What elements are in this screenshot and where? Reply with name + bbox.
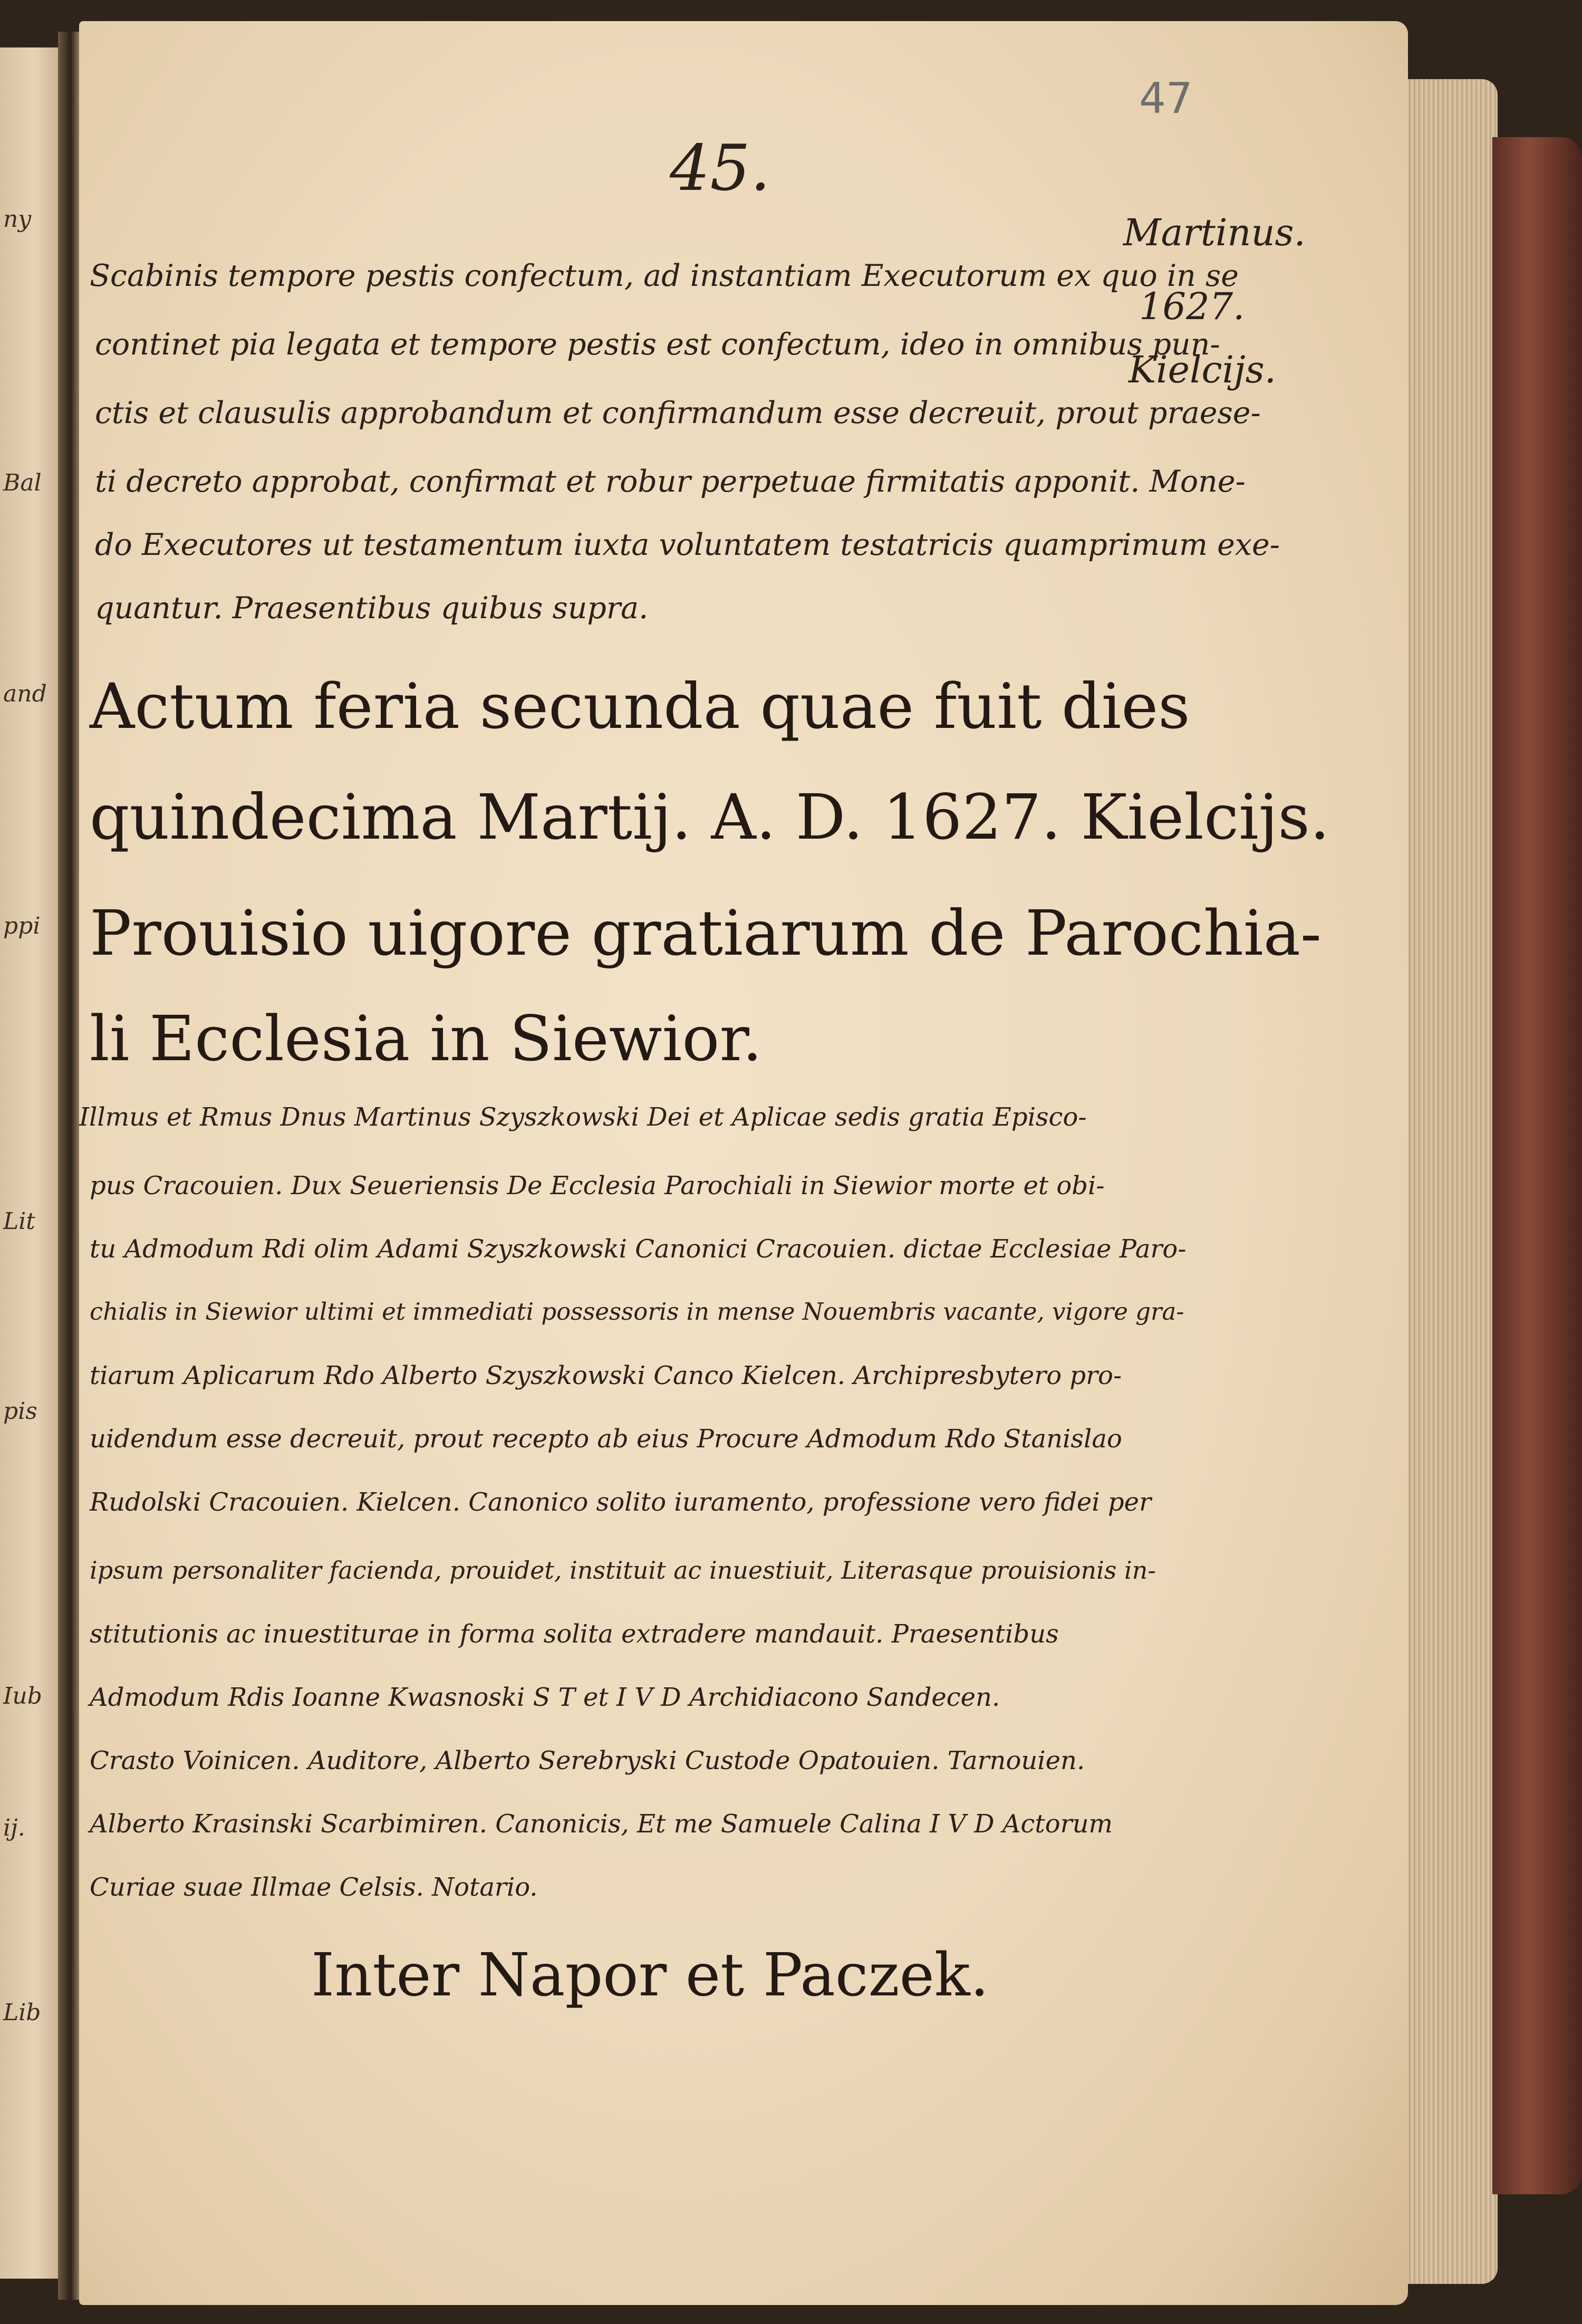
facing-page-fragment: Iub <box>3 1683 42 1710</box>
heading-line: quindecima Martij. A. D. 1627. Kielcijs. <box>90 781 1330 853</box>
book-gutter <box>58 32 79 2300</box>
book-cover <box>1492 137 1582 2194</box>
text-line: stitutionis ac inuestiturae in forma solita extradere mandauit. Praesentibus <box>90 1619 1059 1649</box>
margin-note-line: Martinus. <box>1123 211 1306 254</box>
facing-page-edge <box>0 47 58 2279</box>
facing-page-fragment: Lib <box>3 1999 41 2026</box>
text-line: ti decreto approbat, confirmat et robur perpetuae firmitatis apponit. Mone- <box>95 464 1246 499</box>
margin-note-line: 1627. <box>1139 285 1245 328</box>
heading-line: Actum feria secunda quae fuit dies <box>90 670 1190 743</box>
text-line: chialis in Siewior ultimi et immediati possessoris in mense Nouembris vacante, vigore gra- <box>90 1298 1184 1326</box>
text-line: Admodum Rdis Ioanne Kwasnoski S T et I V D Archidiacono Sandecen. <box>90 1683 1000 1712</box>
text-line: Curiae suae Illmae Celsis. Notario. <box>90 1872 538 1902</box>
page-edges <box>1392 79 1498 2284</box>
text-line: pus Cracouien. Dux Seueriensis De Ecclesia Parochiali in Siewior morte et obi- <box>90 1171 1105 1201</box>
facing-page-fragment: ij. <box>3 1814 25 1841</box>
text-line: Crasto Voinicen. Auditore, Alberto Serebryski Custode Opatouien. Tarnouien. <box>90 1746 1085 1775</box>
folio-number: 47 <box>1139 74 1193 123</box>
text-line: ipsum personaliter facienda, prouidet, instituit ac inuestiuit, Literasque prouisionis in- <box>90 1556 1156 1584</box>
heading-inter: Inter Napor et Paczek. <box>311 1941 989 2010</box>
text-line: tiarum Aplicarum Rdo Alberto Szyszkowski Canco Kielcen. Archipresbytero pro- <box>90 1361 1122 1390</box>
text-line: Scabinis tempore pestis confectum, ad instantiam Executorum ex quo in se <box>90 258 1239 293</box>
text-line: tu Admodum Rdi olim Adami Szyszkowski Canonici Cracouien. dictae Ecclesiae Paro- <box>90 1234 1186 1264</box>
facing-page-fragment: Bal <box>3 469 42 496</box>
text-line: uidendum esse decreuit, prout recepto ab eius Procure Admodum Rdo Stanislao <box>90 1424 1122 1454</box>
text-line: quantur. Praesentibus quibus supra. <box>95 591 649 626</box>
text-line: ctis et clausulis approbandum et confirmandum esse decreuit, prout praese- <box>95 396 1261 430</box>
text-line: Rudolski Cracouien. Kielcen. Canonico solito iuramento, professione vero fidei per <box>90 1487 1152 1517</box>
text-line: Illmus et Rmus Dnus Martinus Szyszkowski Dei et Aplicae sedis gratia Episco- <box>79 1102 1087 1132</box>
text-line: continet pia legata et tempore pestis est confectum, ideo in omnibus pun- <box>95 327 1220 362</box>
heading-line: li Ecclesia in Siewior. <box>90 1002 763 1075</box>
margin-note-line: Kielcijs. <box>1128 348 1276 391</box>
page-number: 45. <box>670 132 770 205</box>
text-line: Alberto Krasinski Scarbimiren. Canonicis, Et me Samuele Calina I V D Actorum <box>90 1809 1113 1839</box>
facing-page-fragment: pis <box>3 1398 37 1425</box>
facing-page-fragment: and <box>3 680 47 707</box>
manuscript-page <box>79 21 1408 2305</box>
facing-page-fragment: Lit <box>3 1208 35 1235</box>
facing-page-fragment: ppi <box>3 913 41 939</box>
heading-line: Prouisio uigore gratiarum de Parochia- <box>90 897 1321 969</box>
facing-page-fragment: ny <box>3 206 32 233</box>
text-line: do Executores ut testamentum iuxta voluntatem testatricis quamprimum exe- <box>95 527 1280 562</box>
